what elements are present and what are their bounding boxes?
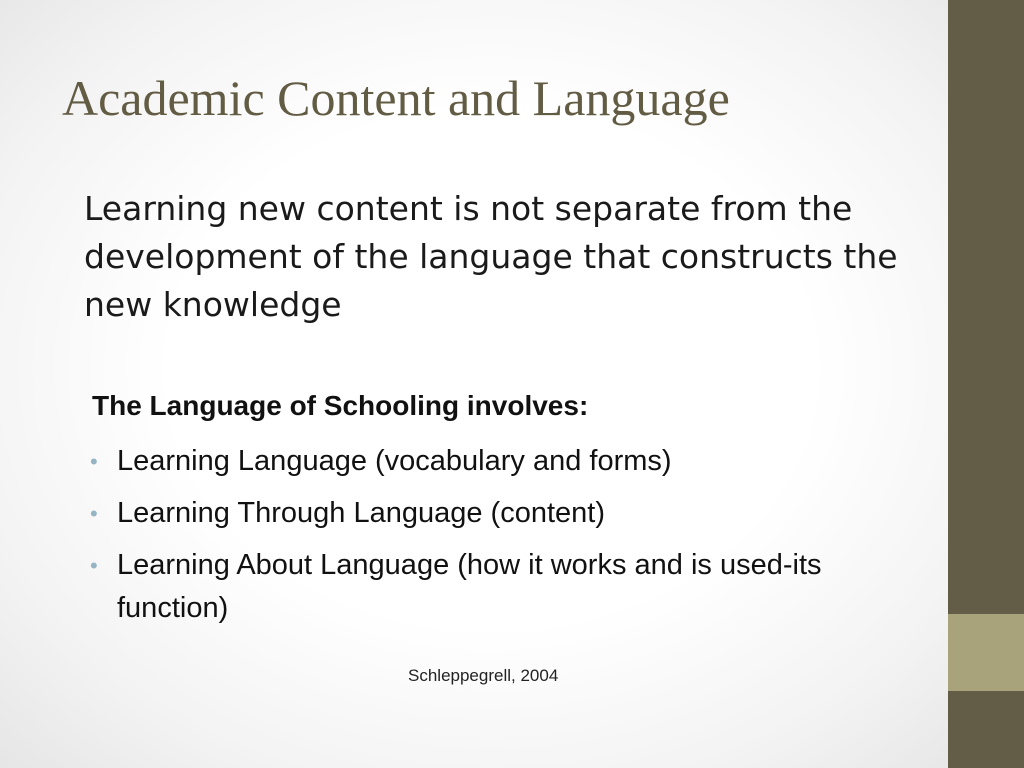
bullet-text: Learning Through Language (content) (117, 497, 606, 529)
bullet-text: Learning About Language (how it works and is used-its function) (117, 549, 822, 624)
bullet-text: Learning Language (vocabulary and forms) (117, 445, 672, 477)
bullet-item (88, 492, 868, 535)
bullet-item (88, 544, 868, 630)
list-heading: The Language of Schooling involves: (92, 390, 589, 421)
slide-title: Academic Content and Language (62, 70, 730, 126)
lead-statement: Learning new content is not separate from the development of the language that constructs the new knowledge (84, 189, 898, 324)
bullet-item (88, 440, 868, 483)
side-decor-accent (948, 614, 1024, 691)
citation: Schleppegrell, 2004 (408, 666, 559, 685)
bullet-dot-icon: • (90, 501, 98, 526)
bullet-list (88, 440, 868, 639)
bullet-dot-icon: • (90, 553, 98, 578)
bullet-dot-icon: • (90, 449, 98, 474)
